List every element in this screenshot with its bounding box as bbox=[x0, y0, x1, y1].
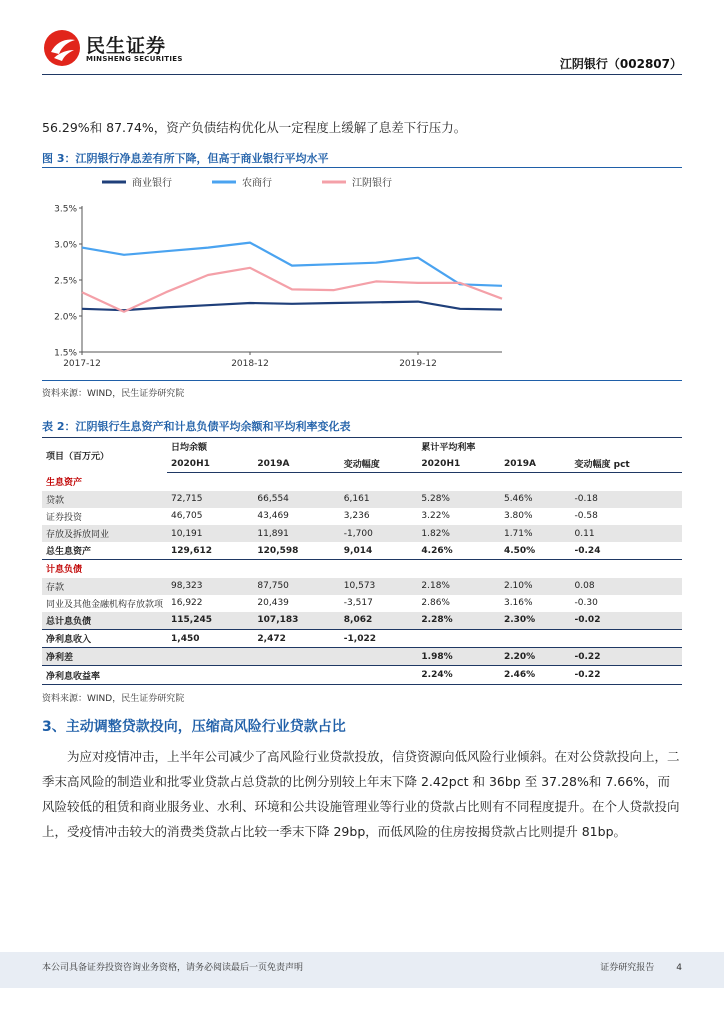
table-cell: 9,014 bbox=[340, 542, 418, 560]
minsheng-logo-icon bbox=[42, 28, 82, 68]
table-cell bbox=[500, 473, 571, 491]
figure-source: 资料来源：WIND，民生证券研究院 bbox=[42, 389, 185, 399]
row-label: 总计息负债 bbox=[42, 612, 167, 630]
row-label: 存放及拆放同业 bbox=[42, 525, 167, 542]
table-source: 资料来源：WIND，民生证券研究院 bbox=[42, 694, 185, 704]
table-cell: 66,554 bbox=[253, 491, 339, 508]
table-cell: 107,183 bbox=[253, 612, 339, 630]
section-paragraph: 为应对疫情冲击，上半年公司减少了高风险行业贷款投放，信贷资源向低风险行业倾斜。在对公贷款投向上，二季末高风险的制造业和批零业贷款占总贷款的比例分别较上年末下降 2.42pct 和 36bp 至 37.28%和 7.66%，而风险较低的租赁和商业服务业、水利、环境和公共设施管理业等行业的贷款占比则有不同程度提升。在个人贷款投向上，受疫情冲击较大的消费类贷款占比较一季末下降 29bp，而低风险的住房按揭贷款占比则提升 81bp。 bbox=[42, 749, 680, 839]
table-cell: 115,245 bbox=[167, 612, 253, 630]
table-cell: -0.24 bbox=[571, 542, 682, 560]
table-cell bbox=[167, 648, 253, 666]
y-tick-label: 2.5% bbox=[54, 276, 77, 287]
table-cell bbox=[167, 560, 253, 578]
table-cell: 1.98% bbox=[417, 648, 500, 666]
table-cell bbox=[253, 666, 339, 684]
series-line-1 bbox=[82, 243, 502, 286]
table-cell bbox=[500, 560, 571, 578]
table-cell: 11,891 bbox=[253, 525, 339, 542]
table-cell bbox=[340, 473, 418, 491]
x-tick-label: 2017-12 bbox=[63, 359, 101, 369]
row-label: 净利差 bbox=[42, 648, 167, 666]
table-cell: 2.28% bbox=[417, 612, 500, 630]
table-cell: 87,750 bbox=[253, 578, 339, 595]
intro-line: 56.29%和 87.74%，资产负债结构优化从一定程度上缓解了息差下行压力。 bbox=[42, 120, 467, 135]
row-label: 存款 bbox=[42, 578, 167, 595]
x-tick-label: 2018-12 bbox=[231, 359, 269, 369]
table-cell: 2.10% bbox=[500, 578, 571, 595]
y-tick-label: 1.5% bbox=[54, 348, 77, 359]
table-cell: 2,472 bbox=[253, 630, 339, 648]
figure-bottom-rule bbox=[42, 380, 682, 381]
interest-table bbox=[42, 437, 682, 685]
table-cell: 3.22% bbox=[421, 511, 450, 522]
legend-label: 商业银行 bbox=[132, 178, 172, 189]
table-cell bbox=[571, 560, 682, 578]
table-row bbox=[42, 648, 682, 666]
table-cell: -0.22 bbox=[571, 648, 682, 666]
table-cell bbox=[253, 560, 339, 578]
table-row bbox=[42, 525, 682, 542]
table-cell: 2.46% bbox=[500, 666, 571, 684]
table-cell: 1.71% bbox=[500, 525, 571, 542]
column-header: 2020H1 bbox=[417, 455, 500, 473]
table-cell: 5.28% bbox=[417, 491, 500, 508]
table-cell bbox=[340, 560, 418, 578]
table-cell: -0.22 bbox=[571, 666, 682, 684]
table-cell: 10,573 bbox=[340, 578, 418, 595]
table-cell bbox=[340, 648, 418, 666]
x-tick-label: 2019-12 bbox=[399, 359, 437, 369]
y-tick-label: 3.0% bbox=[54, 240, 77, 251]
column-header: 2019A bbox=[253, 455, 339, 473]
table-cell: -1,022 bbox=[340, 630, 418, 648]
table-row bbox=[42, 595, 682, 612]
column-header: 2019A bbox=[500, 455, 571, 473]
row-label: 净利息收入 bbox=[42, 630, 167, 648]
row-label: 计息负债 bbox=[46, 565, 83, 576]
table-cell bbox=[167, 473, 253, 491]
net-interest-margin-chart bbox=[42, 170, 682, 375]
balance-group-header: 日均余额 bbox=[167, 438, 417, 456]
table-cell: 46,705 bbox=[171, 511, 203, 522]
table-cell: 1.82% bbox=[417, 525, 500, 542]
table-cell: 1,450 bbox=[167, 630, 253, 648]
table-cell: 120,598 bbox=[253, 542, 339, 560]
table-row bbox=[42, 508, 682, 525]
figure-top-rule bbox=[42, 167, 682, 168]
table-cell: -1,700 bbox=[340, 525, 418, 542]
table-cell: -0.58 bbox=[574, 511, 598, 522]
table-cell bbox=[167, 666, 253, 684]
table-row bbox=[42, 630, 682, 648]
table-cell bbox=[253, 473, 339, 491]
table-cell: 43,469 bbox=[257, 511, 289, 522]
table-cell bbox=[253, 648, 339, 666]
table-cell: 3,236 bbox=[343, 511, 370, 522]
table-cell bbox=[417, 560, 500, 578]
table-cell: -0.18 bbox=[571, 491, 682, 508]
row-label: 同业及其他金融机构存放款项 bbox=[46, 599, 164, 610]
table-cell: -0.30 bbox=[574, 598, 598, 609]
logo-text-en: MINSHENG SECURITIES bbox=[86, 55, 183, 63]
table-cell bbox=[340, 666, 418, 684]
row-label: 总生息资产 bbox=[42, 542, 167, 560]
column-header: 2020H1 bbox=[167, 455, 253, 473]
row-label: 证券投资 bbox=[46, 512, 83, 523]
table-row bbox=[42, 542, 682, 560]
figure-title: 图 3：江阴银行净息差有所下降，但高于商业银行平均水平 bbox=[42, 152, 329, 165]
table-cell: 72,715 bbox=[167, 491, 253, 508]
table-cell: 4.26% bbox=[417, 542, 500, 560]
table-cell: -3,517 bbox=[343, 598, 373, 609]
table-cell: -0.02 bbox=[571, 612, 682, 630]
company-ticker: 江阴银行（002807） bbox=[559, 57, 682, 71]
table-cell: 2.20% bbox=[500, 648, 571, 666]
table-cell bbox=[500, 630, 571, 648]
table-cell: 129,612 bbox=[167, 542, 253, 560]
table-cell: 16,922 bbox=[171, 598, 203, 609]
legend-label: 江阴银行 bbox=[352, 178, 392, 189]
table-cell bbox=[417, 473, 500, 491]
table-row bbox=[42, 666, 682, 684]
table-cell: 0.08 bbox=[571, 578, 682, 595]
table-cell: 8,062 bbox=[340, 612, 418, 630]
table-cell: 98,323 bbox=[167, 578, 253, 595]
table-cell bbox=[417, 630, 500, 648]
item-header: 项目（百万元） bbox=[42, 438, 167, 473]
y-tick-label: 2.0% bbox=[54, 312, 77, 323]
table-cell: 3.16% bbox=[503, 598, 533, 609]
table-row bbox=[42, 578, 682, 595]
logo bbox=[42, 28, 192, 72]
table-cell: 2.30% bbox=[500, 612, 571, 630]
footer-report-type: 证券研究报告 bbox=[600, 963, 655, 973]
rate-group-header: 累计平均利率 bbox=[417, 438, 682, 456]
row-label: 生息资产 bbox=[46, 478, 83, 489]
row-label: 净利息收益率 bbox=[42, 666, 167, 684]
table-cell: 3.80% bbox=[503, 511, 533, 522]
table-cell: 4.50% bbox=[500, 542, 571, 560]
table-row bbox=[42, 491, 682, 508]
page-number: 4 bbox=[676, 963, 682, 973]
footer-right bbox=[600, 960, 682, 973]
table-cell: 6,161 bbox=[340, 491, 418, 508]
table-row bbox=[42, 612, 682, 630]
table-cell: 20,439 bbox=[257, 598, 289, 609]
column-header: 变动幅度 bbox=[340, 455, 418, 473]
table-cell: 10,191 bbox=[167, 525, 253, 542]
table-cell: 5.46% bbox=[500, 491, 571, 508]
legend-label: 农商行 bbox=[242, 178, 272, 189]
table-cell: 0.11 bbox=[571, 525, 682, 542]
table-cell bbox=[571, 473, 682, 491]
row-label: 贷款 bbox=[42, 491, 167, 508]
y-tick-label: 3.5% bbox=[54, 204, 77, 215]
table-cell: 2.24% bbox=[417, 666, 500, 684]
table-cell bbox=[571, 630, 682, 648]
header-divider bbox=[42, 74, 682, 75]
section-row bbox=[42, 560, 682, 578]
column-header: 变动幅度 pct bbox=[571, 455, 682, 473]
footer-disclaimer: 本公司具备证券投资咨询业务资格，请务必阅读最后一页免责声明 bbox=[42, 963, 304, 973]
table-title: 表 2：江阴银行生息资产和计息负债平均余额和平均利率变化表 bbox=[42, 420, 351, 433]
table-cell: 2.18% bbox=[417, 578, 500, 595]
section-row bbox=[42, 473, 682, 491]
logo-text-cn: 民生证券 bbox=[86, 35, 167, 57]
section-heading: 3、主动调整贷款投向，压缩高风险行业贷款占比 bbox=[42, 719, 346, 735]
table-cell: 2.86% bbox=[421, 598, 450, 609]
